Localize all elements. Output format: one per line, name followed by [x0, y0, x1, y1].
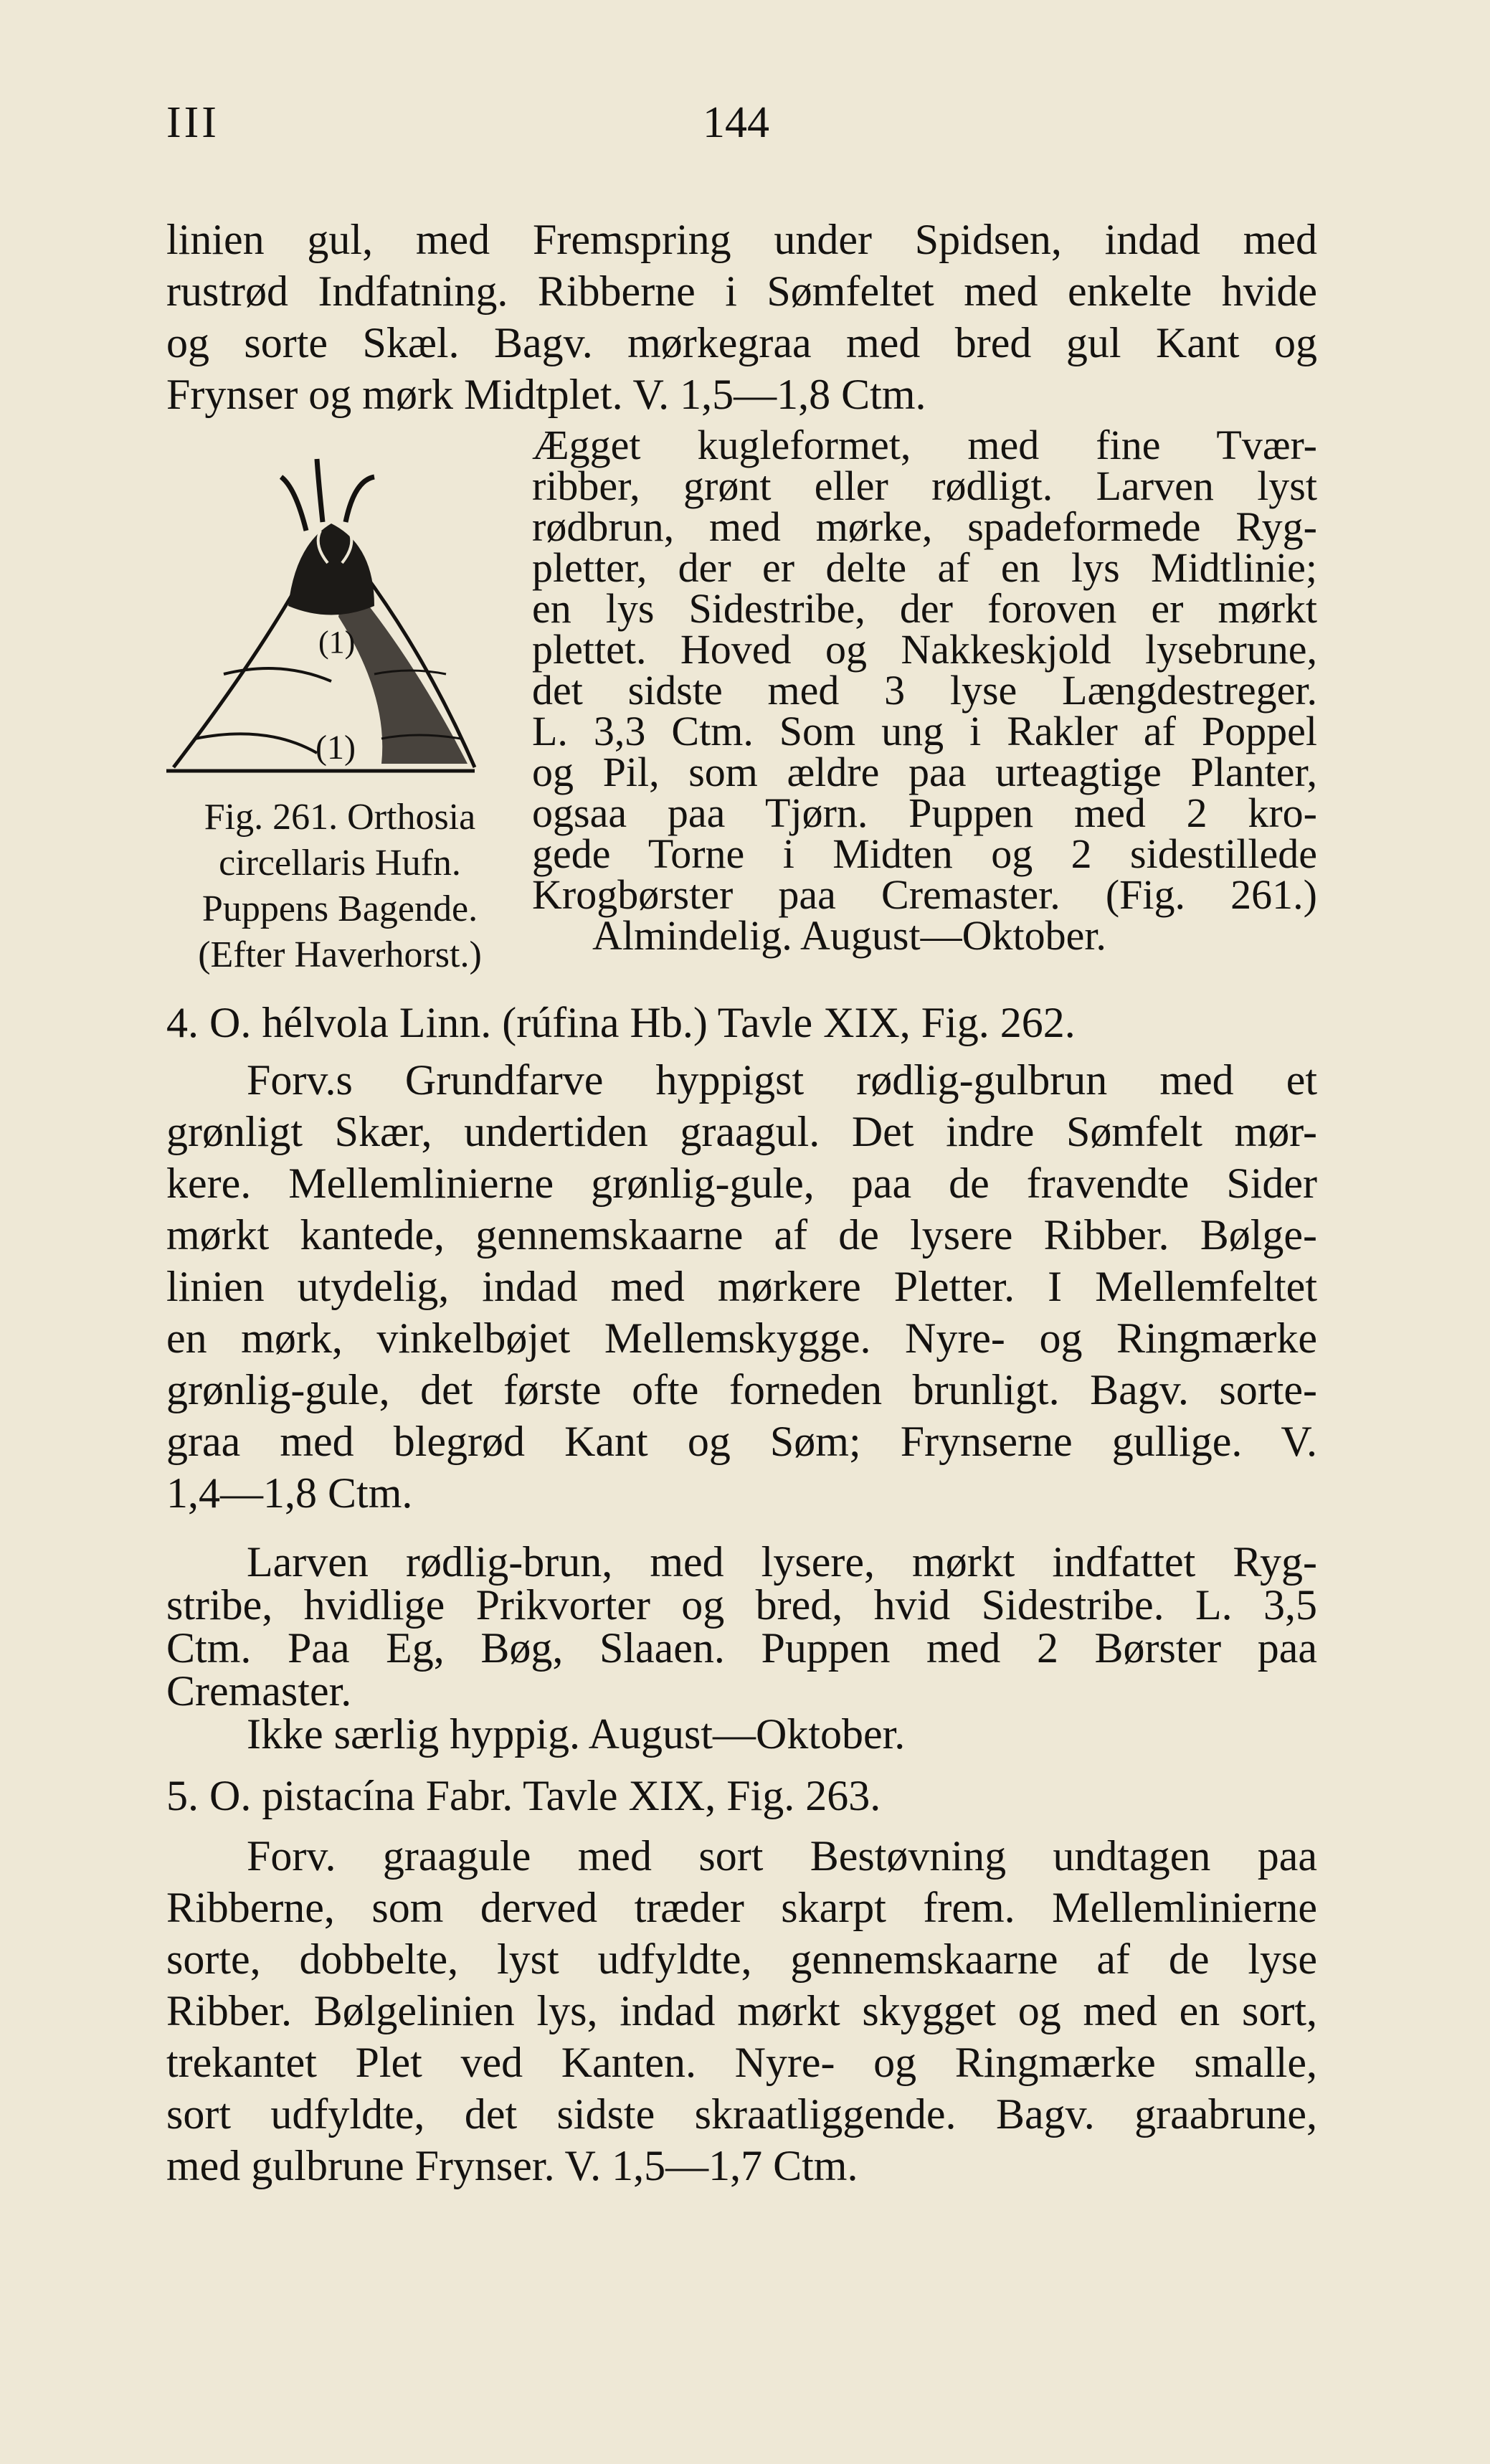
species-4-larva [166, 1538, 1317, 1758]
text-line: Ikke særlig hyppig. August—Oktober. [247, 1710, 906, 1758]
side-paragraph [532, 422, 1317, 959]
species-5-description [166, 1830, 1317, 2191]
text-line: med gulbrune Frynser. V. 1,5—1,7 Ctm. [166, 2142, 858, 2189]
text-line: Frynser og mørk Midtplet. V. 1,5—1,8 Ctm. [166, 371, 926, 418]
caption-line: circellaris Hufn. [219, 843, 461, 883]
text-line: Ribber. Bølgelinien lys, indad mørkt skygget og med en sort, [166, 1987, 1317, 2034]
text-line: Forv.s Grundfarve hyppigst rødlig-gulbrun med et [247, 1056, 1317, 1104]
text-line: gede Torne i Midten og 2 sidestillede [532, 830, 1317, 877]
caption-line: (Efter Haverhorst.) [198, 934, 482, 975]
text-line: det sidste med 3 lyse Længdestreger. [532, 667, 1317, 714]
text-line: grønlig-gule, det første ofte forneden brunligt. Bagv. sorte- [166, 1366, 1317, 1413]
text-line: ogsaa paa Tjørn. Puppen med 2 kro- [532, 790, 1317, 836]
caption-line: Puppens Bagende. [201, 889, 478, 929]
figure-marker: (1) [318, 625, 356, 660]
pupa-illustration [166, 437, 525, 774]
text-line: en lys Sidestribe, der foroven er mørkt [532, 585, 1317, 632]
text-line: grønligt Skær, undertiden graagul. Det indre Sømfelt mør- [166, 1108, 1317, 1155]
species-4-heading [166, 997, 1317, 1048]
text-line: en mørk, vinkelbøjet Mellemskygge. Nyre- og Ringmærke [166, 1314, 1317, 1362]
page-number: 144 [703, 98, 769, 147]
text-line: Ægget kugleformet, med fine Tvær- [532, 422, 1317, 468]
text-line: graa med blegrød Kant og Søm; Frynserne gullige. V. [166, 1418, 1317, 1465]
species-heading: 4. O. hélvola Linn. (rúfina Hb.) Tavle XIX, Fig. 262. [166, 999, 1076, 1046]
text-line: Krogbørster paa Cremaster. (Fig. 261.) [532, 871, 1317, 918]
text-line: og Pil, som ældre paa urteagtige Planter, [532, 749, 1317, 795]
figure-caption [161, 795, 519, 978]
intro-paragraph [166, 214, 1317, 420]
text-line: Forv. graagule med sort Bestøvning undtagen paa [247, 1832, 1317, 1880]
caption-line: Fig. 261. Orthosia [204, 797, 476, 838]
figure-marker: (1) [315, 729, 356, 767]
text-line: ribber, grønt eller rødligt. Larven lyst [532, 463, 1317, 509]
text-line: Larven rødlig-brun, med lysere, mørkt indfattet Ryg- [247, 1538, 1317, 1586]
text-line: Ctm. Paa Eg, Bøg, Slaaen. Puppen med 2 Børster paa [166, 1624, 1317, 1672]
text-line: rødbrun, med mørke, spadeformede Ryg- [532, 503, 1317, 550]
text-line: linien gul, med Fremspring under Spidsen, indad med [166, 216, 1317, 263]
species-heading: 5. O. pistacína Fabr. Tavle XIX, Fig. 263. [166, 1772, 881, 1819]
text-line: pletter, der er delte af en lys Midtlinie; [532, 544, 1317, 591]
text-line: Cremaster. [166, 1667, 352, 1715]
text-line: plettet. Hoved og Nakkeskjold lysebrune, [532, 626, 1317, 673]
text-line: og sorte Skæl. Bagv. mørkegraa med bred gul Kant og [166, 319, 1317, 366]
text-line: stribe, hvidlige Prikvorter og bred, hvid Sidestribe. L. 3,5 [166, 1581, 1317, 1629]
section-marker: III [166, 98, 219, 147]
species-4-description [166, 1054, 1317, 1519]
text-line: sorte, dobbelte, lyst udfyldte, gennemskaarne af de lyse [166, 1935, 1317, 1983]
text-line: Ribberne, som derved træder skarpt frem. Mellemlinierne [166, 1884, 1317, 1931]
species-5-heading [166, 1770, 1317, 1821]
text-line: trekantet Plet ved Kanten. Nyre- og Ringmærke smalle, [166, 2039, 1317, 2086]
text-line: L. 3,3 Ctm. Som ung i Rakler af Poppel [532, 708, 1317, 754]
text-line: linien utydelig, indad med mørkere Pletter. I Mellemfeltet [166, 1263, 1317, 1310]
text-line: kere. Mellemlinierne grønlig-gule, paa de fravendte Sider [166, 1160, 1317, 1207]
text-line: 1,4—1,8 Ctm. [166, 1469, 413, 1517]
text-line: Almindelig. August—Oktober. [592, 912, 1106, 959]
text-line: sort udfyldte, det sidste skraatliggende. Bagv. graabrune, [166, 2090, 1317, 2138]
text-line: mørkt kantede, gennemskaarne af de lysere Ribber. Bølge- [166, 1211, 1317, 1259]
text-line: rustrød Indfatning. Ribberne i Sømfeltet med enkelte hvide [166, 267, 1317, 315]
